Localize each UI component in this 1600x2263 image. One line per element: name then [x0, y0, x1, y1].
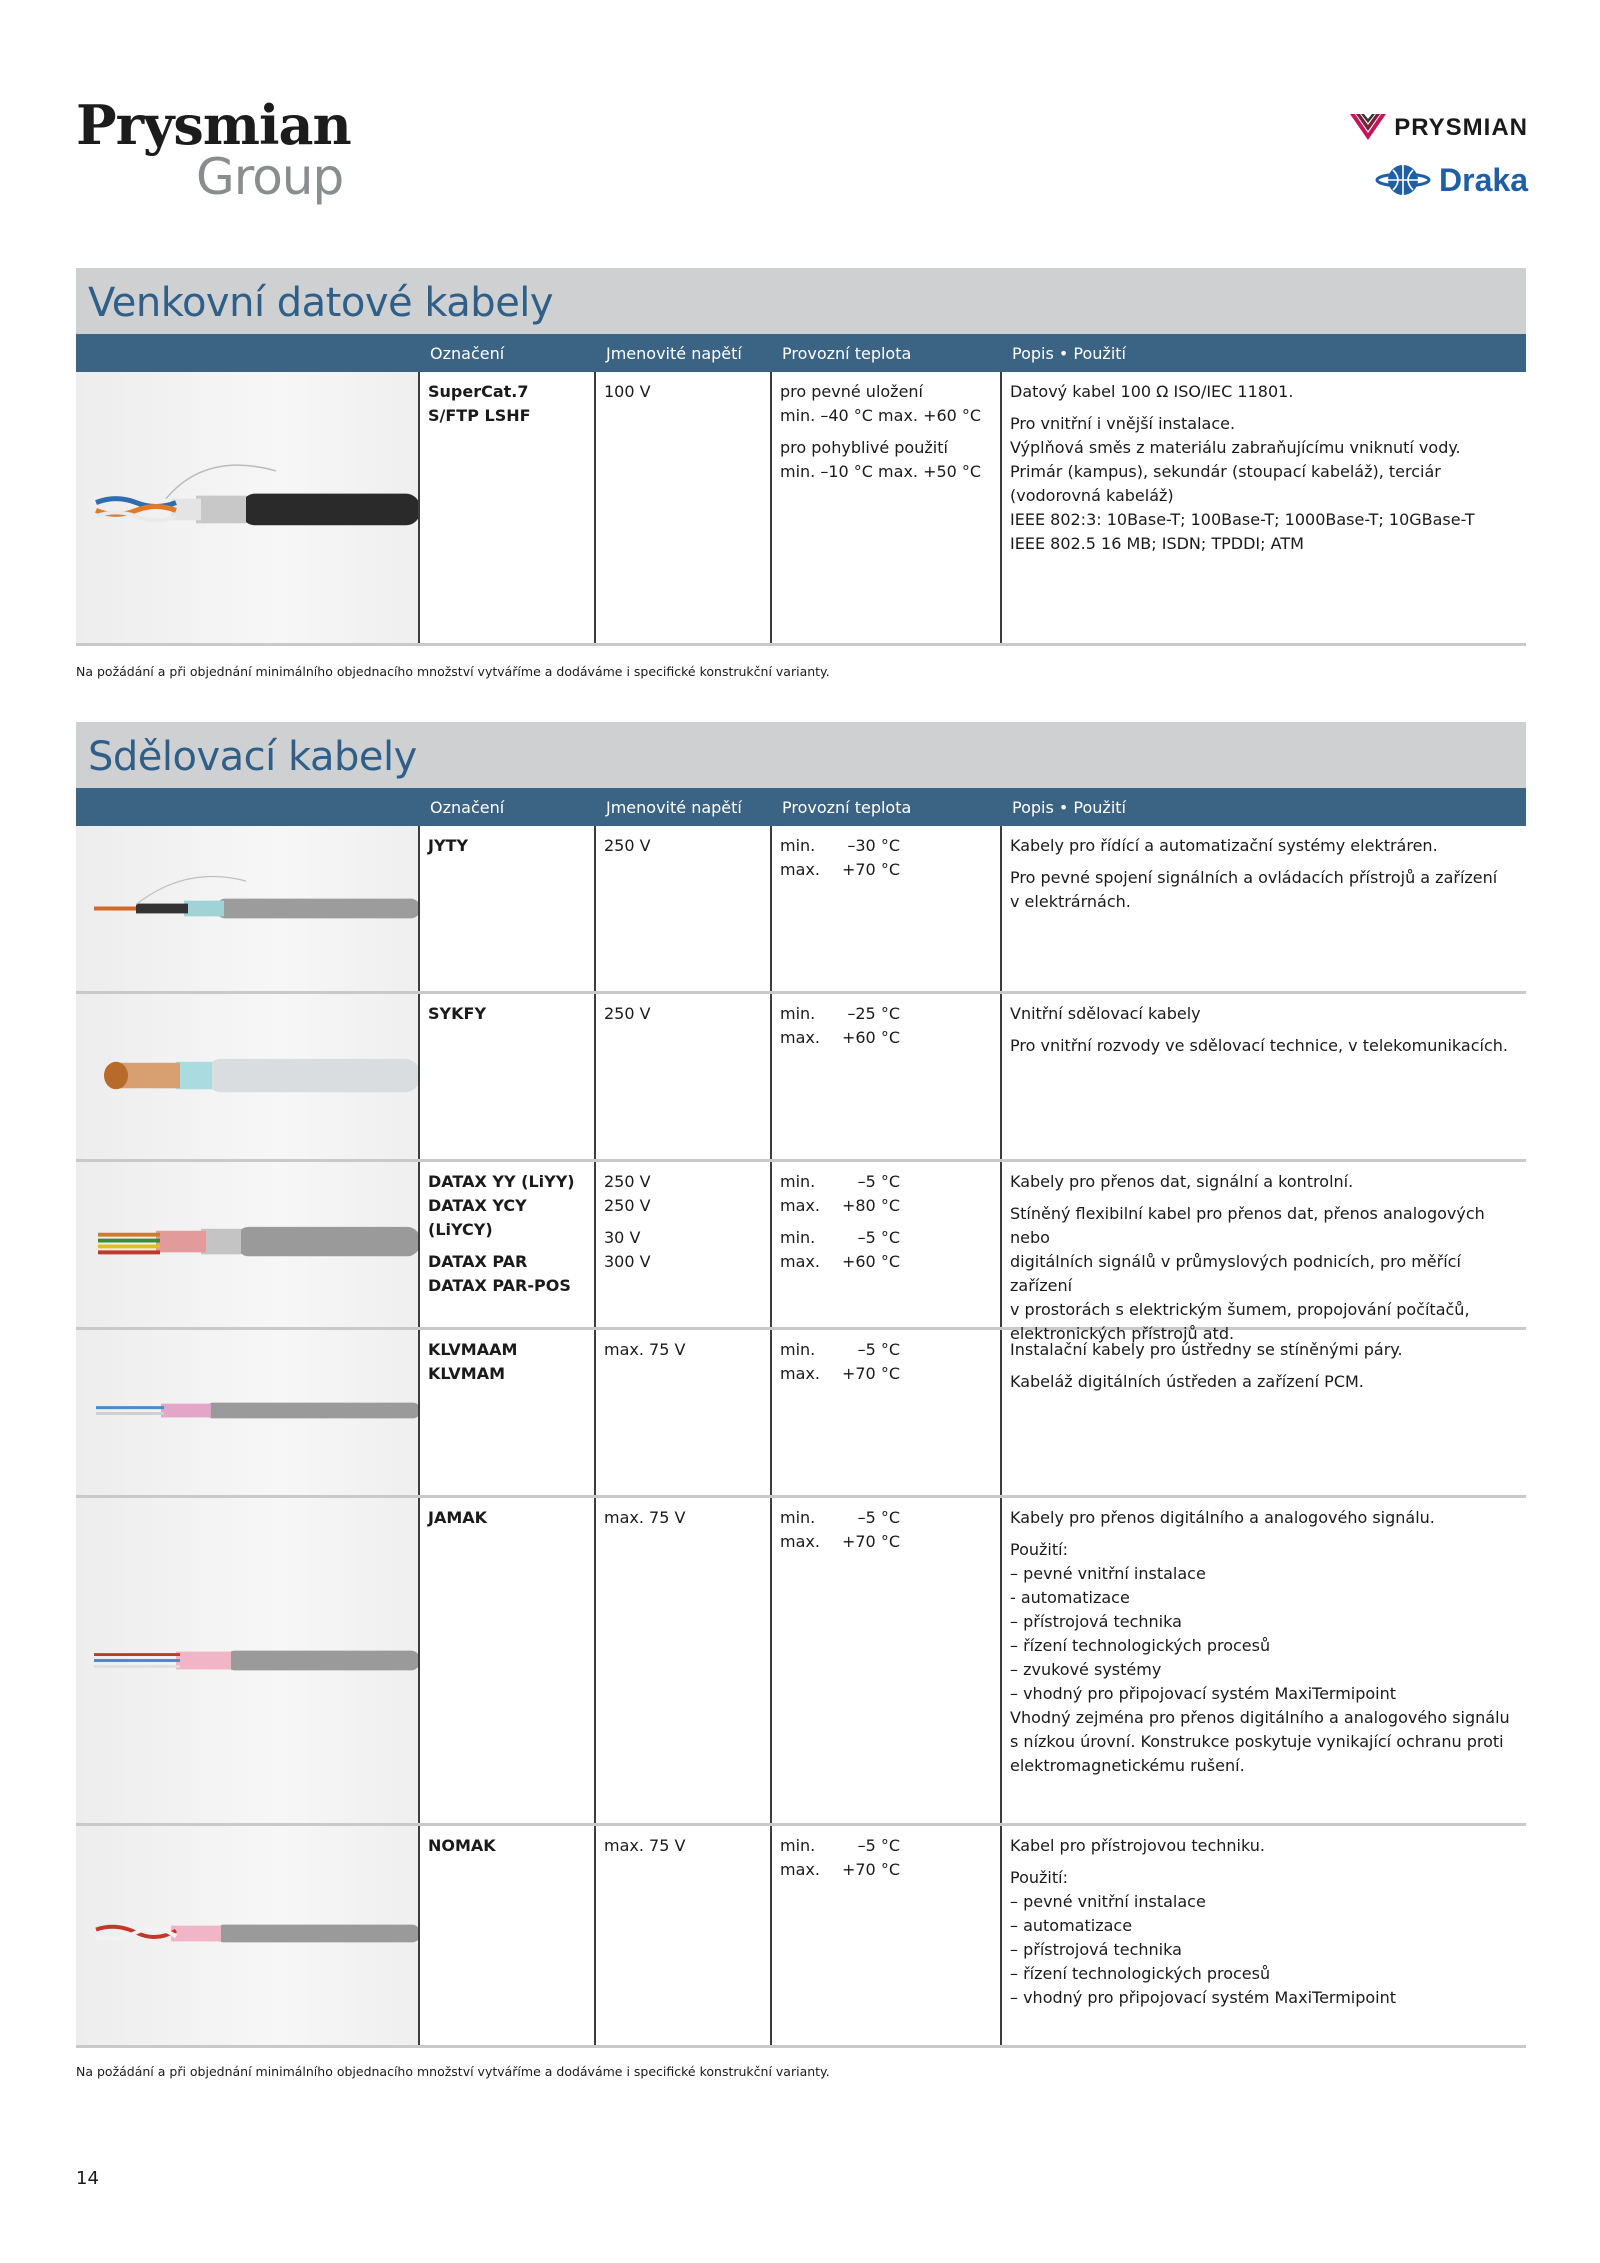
cable-image [76, 372, 420, 643]
table-row [76, 994, 1526, 1162]
temperature-cell: min. –30 °C max. +70 °C [772, 826, 1002, 991]
table-header [76, 788, 1526, 826]
voltage-cell: max. 75 V [596, 1498, 772, 1823]
cable-image [76, 994, 420, 1159]
temperature-cell: min. –5 °C max. +70 °C [772, 1330, 1002, 1495]
header-voltage: Jmenovité napětí [606, 343, 742, 363]
page-number: 14 [76, 2168, 99, 2189]
description-cell: Instalační kabely pro ústředny se stíněnými páry. Kabeláž digitálních ústředen a zařízení PCM. [1010, 1340, 1403, 1391]
cable-name-cell: NOMAK [420, 1826, 596, 2045]
voltage-cell: max. 75 V [596, 1826, 772, 2045]
header-description: Popis • Použití [1012, 343, 1126, 363]
section-outdoor-data-cables [76, 268, 1526, 646]
footnote: Na požádání a při objednání minimálního objednacího množství vytváříme a dodáváme i specifické konstrukční varianty. [76, 664, 830, 679]
table-row [76, 1330, 1526, 1498]
cable-name-cell: SYKFY [420, 994, 596, 1159]
cable-datax-illustration [76, 1162, 420, 1327]
cable-name-cell: DATAX YY (LiYY) DATAX YCY (LiYCY) DATAX PAR DATAX PAR-POS [420, 1162, 596, 1327]
section-title: Venkovní datové kabely [88, 280, 554, 326]
brand-draka-text: Draka [1439, 161, 1528, 198]
voltage-cell: 250 V [596, 826, 772, 991]
table-row [76, 826, 1526, 994]
description-cell: Vnitřní sdělovací kabely Pro vnitřní rozvody ve sdělovací technice, v telekomunikacích. [1010, 1004, 1508, 1055]
section-title-bar [76, 722, 1526, 788]
section-title-bar [76, 268, 1526, 334]
temperature-cell: min. –5 °C max. +70 °C [772, 1826, 1002, 2045]
cable-name-cell: JYTY [420, 826, 596, 991]
header-voltage: Jmenovité napětí [606, 797, 742, 817]
description-cell: Kabely pro přenos dat, signální a kontrolní. Stíněný flexibilní kabel pro přenos dat, přenos analogových nebo digitálních signálů v průmyslových podnicích, pro měřící zařízení v prostorách s elektrickým šumem, propojování počítačů, elektronických přístrojů atd. [1010, 1172, 1485, 1343]
globe-icon [1375, 160, 1431, 200]
cable-nomak-illustration [76, 1826, 420, 2045]
cable-image [76, 826, 420, 991]
cable-image [76, 1498, 420, 1823]
cable-image [76, 1162, 420, 1327]
cable-klvmaam-illustration [76, 1330, 420, 1495]
voltage-cell: max. 75 V [596, 1330, 772, 1495]
prysmian-group-logo [76, 93, 376, 208]
cable-supercat7-illustration [76, 372, 420, 643]
header-description: Popis • Použití [1012, 797, 1126, 817]
header-image-col [76, 788, 420, 826]
voltage-cell: 250 V 250 V 30 V 300 V [596, 1162, 772, 1327]
voltage-cell: 100 V [596, 372, 772, 643]
cable-image [76, 1330, 420, 1495]
temperature-cell: pro pevné uložení min. –40 °C max. +60 °C pro pohyblivé použití min. –10 °C max. +50 °C [772, 372, 1002, 643]
table-row [76, 372, 1526, 646]
description-cell: Datový kabel 100 Ω ISO/IEC 11801. Pro vnitřní i vnější instalace. Výplňová směs z materiálu zabraňujícímu vniknutí vody. Primár (kampus), sekundár (stoupací kabeláž), terciár (vodorovná kabeláž) IEEE 802:3: 10Base-T; 100Base-T; 1000Base-T; 10GBase-T IEEE 802.5 16 MB; ISDN; TPDDI; ATM [1010, 382, 1475, 553]
cable-jyty-illustration [76, 826, 420, 991]
logo-sub-text: Group [196, 148, 344, 206]
cable-image [76, 1826, 420, 2045]
cable-name-cell: KLVMAAM KLVMAM [420, 1330, 596, 1495]
header-name: Označení [430, 343, 505, 363]
temperature-cell: min. –5 °C max. +80 °C min. –5 °C max. +60 °C [772, 1162, 1002, 1327]
prysmian-brand [1348, 110, 1528, 146]
header-temperature: Provozní teplota [782, 797, 912, 817]
section-title: Sdělovací kabely [88, 734, 417, 780]
table-row [76, 1162, 1526, 1343]
section-communication-cables [76, 722, 1526, 2048]
cable-sykfy-illustration [76, 994, 420, 1159]
description-cell: Kabely pro řídící a automatizační systémy elektráren. Pro pevné spojení signálních a ovládacích přístrojů a zařízení v elektrárnách. [1010, 836, 1498, 911]
table-row [76, 1498, 1526, 1826]
header-image-col [76, 334, 420, 372]
logo-main-text: Prysmian [76, 93, 351, 157]
table-row [76, 1826, 1526, 2048]
table-header [76, 334, 1526, 372]
voltage-cell: 250 V [596, 994, 772, 1159]
brand-logos [1268, 110, 1528, 200]
draka-brand [1375, 160, 1528, 200]
cable-name-cell: JAMAK [420, 1498, 596, 1823]
temperature-cell: min. –5 °C max. +70 °C [772, 1498, 1002, 1823]
description-cell: Kabely pro přenos digitálního a analogového signálu. Použití: – pevné vnitřní instalace - automatizace – přístrojová technika – řízení technologických procesů – zvukové systémy – vhodný pro připojovací systém MaxiTermipoint Vhodný zejména pro přenos digitálního a analogového signálu s nízkou úrovní. Konstrukce poskytuje vynikající ochranu proti elektromagnetickému rušení. [1010, 1508, 1510, 1775]
header-name: Označení [430, 797, 505, 817]
cable-name-cell: SuperCat.7 S/FTP LSHF [420, 372, 596, 643]
description-cell: Kabel pro přístrojovou techniku. Použití: – pevné vnitřní instalace – automatizace – přístrojová technika – řízení technologických procesů – vhodný pro připojovací systém MaxiTermipoint [1010, 1836, 1397, 2007]
temperature-cell: min. –25 °C max. +60 °C [772, 994, 1002, 1159]
brand-prysmian-text: PRYSMIAN [1394, 114, 1528, 141]
header-temperature: Provozní teplota [782, 343, 912, 363]
prysmian-chevron-icon [1348, 110, 1388, 146]
cable-jamak-illustration [76, 1498, 420, 1823]
footnote: Na požádání a při objednání minimálního objednacího množství vytváříme a dodáváme i specifické konstrukční varianty. [76, 2064, 830, 2079]
